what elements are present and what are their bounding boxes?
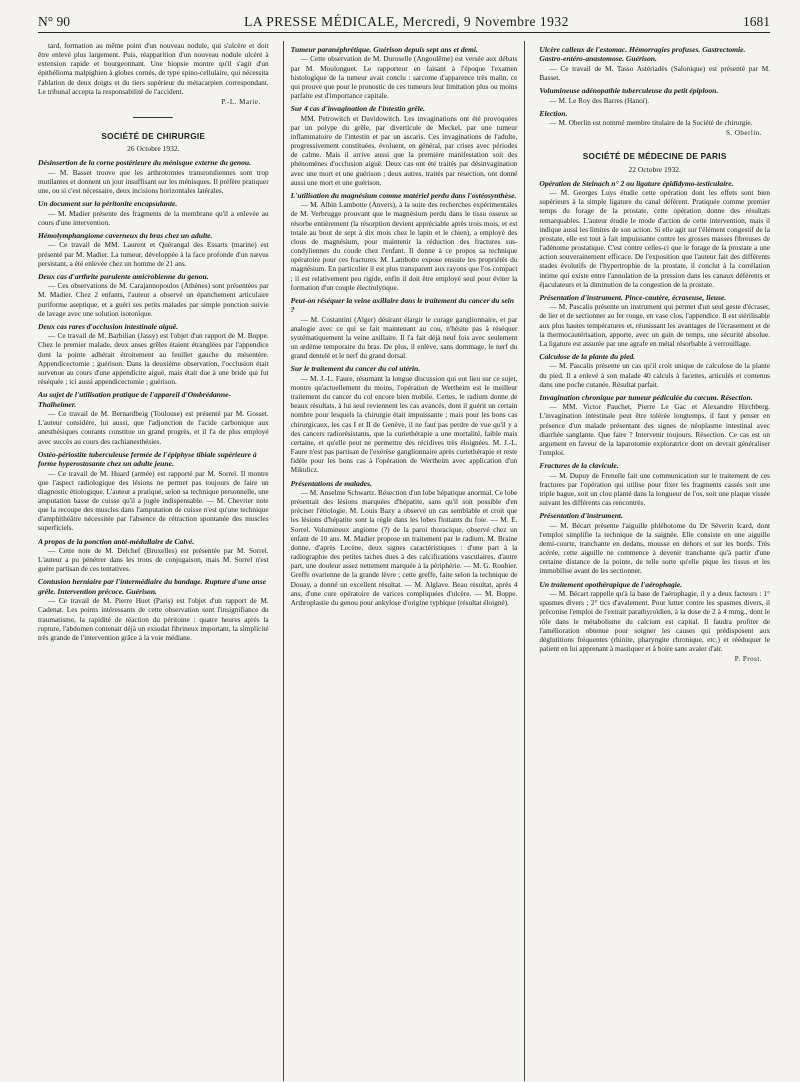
column-right bbox=[539, 41, 770, 1081]
article-body: — M. Oberlin est nommé membre titulaire de la Société de chirurgie. bbox=[549, 118, 753, 128]
article-heading: Présentation d'instrument. Pince-cautère, écraseuse, lieuse. bbox=[539, 292, 727, 302]
article-heading: Contusion herniaire par l'intermédiaire du bandage. Rupture d'une anse grêle. Intervention précoce. Guérison. bbox=[38, 577, 267, 596]
author-signature: P.-L. Marie. bbox=[221, 97, 261, 106]
column-middle bbox=[283, 41, 526, 1081]
article-heading: Deux cas d'arthrite purulente amicrobienne du genou. bbox=[38, 271, 209, 281]
article-body: — Ces observations de M. Carajannopoulos (Athènes) sont présentées par M. Madier. Chez 2 enfants, l'auteur a observé un épanchement articulaire puriforme aseptique, et a guéri ses petits malades par simple ponction suivie de lavage avec une solution isotonique. bbox=[38, 281, 269, 318]
section-title: SOCIÉTÉ DE MÉDECINE DE PARIS bbox=[582, 152, 727, 162]
article-body: — M. Basset trouve que les arthrotomies transrotuliennes sont trop mutilantes et donnent un jour insuffisant sur les ménisques. Il préfère pratiquer une, ou si c'est nécessaire, deux incisions horizontales latérales. bbox=[38, 167, 269, 196]
article-body: — M. Albin Lambotte (Anvers), à la suite des recherches expérimentales de M. Verbrugge prouvant que le magnésium perdu dans le tissu osseux se résorbe entièrement (la résorption devient appréciable après trois mois, et est totale au bout de sept à dix mois chez le lapin et le chien), a employé des clous de magnésium, pour maintenir la réduction des fractures sus-condyliennes du coude chez l'enfant. Il donne à ce propos sa technique opératoire pour ces fractures. M. Lambotte expose ensuite les propriétés du magnésium. En particulier il est plus transparent aux rayons que l'os compact ; il est relativement peu rigide, enfin il doit être employé seul pour éviter la formation d'un couple électrolytique. bbox=[290, 200, 518, 292]
article-body: — M. Pascalis présente un cas qu'il croit unique de calculose de la plante du pied. Il a enlevé à son malade 40 calculs à facettes, articulés et contenus dans une poche cutanée. Résultat parfait. bbox=[539, 361, 771, 389]
article-heading: Tumeur paranéphrétique. Guérison depuis sept ans et demi. bbox=[290, 45, 478, 54]
article-body: — M. Le Roy des Barres (Hanoï). bbox=[549, 95, 650, 105]
session-date: 26 Octobre 1932. bbox=[127, 144, 180, 154]
running-header bbox=[38, 14, 770, 33]
article-heading: Deux cas rares d'occlusion intestinale aiguë. bbox=[38, 321, 179, 331]
column-left bbox=[38, 41, 269, 1081]
journal-title: LA PRESSE MÉDICALE, bbox=[244, 14, 399, 29]
page-number: N° 90 bbox=[38, 14, 71, 29]
article-body: — M. Costantini (Alger) désirant élargir le curage ganglionnaire, et par analogie avec ce qui se fait maintenant au cou, n'hésite pas à réséquer systématiquement la veine axillaire. Il l'a fait déjà neuf fois avec seulement un œdème temporaire du bras. De plus, il enlève, sans dommage, le nerf du grand dentelé et le nerf du grand dorsal. bbox=[290, 314, 518, 361]
divider bbox=[133, 117, 173, 118]
article-body: — M. J.-L. Faure, résumant la longue discussion qui eut lieu sur ce sujet, montre qu'actuellement du moins, l'opération de Wertheim est le meilleur traitement du cancer du col encore bien mobile. Certes, le radium donne de beaux résultats, à lui seul reviennent les cas avancés, dont il guérit un certain nombre pour lesquels la chirurgie était impuissante ; mais pour les bons cas chirurgicaux, les cas I et II de Genève, il ne faut pas perdre de vue qu'il y a des cancers radiorésistants, que la curiethérapie a une mortalité, faible mais certaine, et qu'elle peut ne permettre des récidives très éloignées. M. J.-L. Faure n'est pas partisan de l'exérèse ganglionnaire après curiethérapie et reste fidèle pour les bons cas à l'opération de Wertheim avec application d'un Mikulicz. bbox=[290, 373, 518, 475]
issue-date: Mercredi, 9 Novembre 1932 bbox=[402, 14, 569, 29]
article-heading: Invagination chronique par tumeur pédiculée du cæcum. Résection. bbox=[539, 392, 753, 402]
article-body: — Ce travail de M. Bernardbeig (Toulouse) est présenté par M. Gosset. L'auteur considère, lui aussi, que l'adjonction de l'acide carbonique aux anesthésiques courants constitue un grand progrès, et il l'a de plus employé avec succès au cours des rachianesthésies. bbox=[38, 409, 269, 446]
article-body: — M. Georges Luys étudie cette opération dont les effets sont bien supérieurs à la simple ligature du canal déférent. Pratiquée comme premier temps du forage de la prostate, cette opération donne des résultats remarquables. L'auteur étudie le mode d'action de cette intervention, mais il indique aussi les limites de son action. Si elle agit sur l'élément congestif de la prostate, elle est tout à fait impuissante contre les grosses masses fibreuses de l'adénome prostatique. C'est contre celles-ci que le forage de la prostate a une action souverainement efficace. De l'exposition que l'auteur fait des différents stades évolutifs de l'hypertrophie de la prostate, il conclut à la corrélation intime qui existe entre l'annulation de la pression dans les canaux déférents et éjaculateurs et la diminution de la congestion de la prostate. bbox=[539, 188, 771, 289]
article-body: — Cette note de M. Delchef (Bruxelles) est présentée par M. Sorrel. L'auteur a pu pénétrer dans les trous de conjugaison, mais M. Sorrel n'est guère partisan de ces tentatives. bbox=[38, 546, 269, 574]
article-heading: Calculose de la plante du pied. bbox=[539, 352, 636, 362]
article-heading: Peut-on réséquer la veine axillaire dans le traitement du cancer du sein ? bbox=[290, 295, 515, 315]
article-heading: Désinsertion de la corne postérieure du ménisque externe du genou. bbox=[38, 158, 252, 168]
article-body: — M. Bécart rappelle qu'à la base de l'aérophagie, il y a deux facteurs : 1° spasmes divers ; 2° tics d'avalement. Pour lutter contre les spasmes divers, il préconise l'emploi de l'extrait parathyroïdien, à la dose de 2 à 4 mmg., dont le rôle dans le métabolisme du calcium est capital. Il faudra profiter de l'amélioration obtenue pour soigner les causes qui prédisposent aux déglutitions fréquentes (rhinite, pharyngite chronique, etc.) et rééduquer le patient en lui apprenant à mastiquer et à boire sans avaler d'air. bbox=[539, 589, 771, 653]
article-body: — Ce travail de M. Huard (armée) est rapporté par M. Sorrel. Il montre que l'aspect radiologique des lésions ne permet pas toujours de faire un diagnostic étiologique. L'auteur a pratiqué, selon sa technique personnelle, une amputation basse de cuisse qu'il a jugée indispensable. — M. Chevrier note que la recoupe des muscles dans l'amputation de cuisse n'est qu'une technique d'amphithéâtre nécessitée par l'absence de rétraction spontanée des muscles superficiels. bbox=[38, 468, 269, 533]
article-body: MM. Petrowitch et Davidowitch. Les invaginations ont été provoquées par un polype du grêle, par diverticule de Meckel, par une tumeur inflammatoire de l'intestin et par un ascaris. Ces invaginations de l'adulte, progressivement constituées, évoluent, en général, par crises avec périodes de calme. Mais il arrive aussi que la première manifestation soit des phénomènes d'occlusion aiguë. Deux cas ont été traités par désinvagination avec une mort et une guérison ; deux autres, traités par résection, ont donné aussi une mort et une guérison. bbox=[290, 113, 518, 187]
section-title: SOCIÉTÉ DE CHIRURGIE bbox=[101, 132, 206, 142]
article-heading: Ostéo-périostite tuberculeuse fermée de l'épiphyse tibiale supérieure à forme hyperostosante chez un adulte jeune. bbox=[38, 449, 257, 469]
article-heading: Sur le traitement du cancer du col utérin. bbox=[290, 364, 421, 374]
session-date: 22 Octobre 1932. bbox=[628, 164, 681, 174]
article-body: — M. Pascalis présente un instrument qui permet d'un seul geste d'écraser, de lier et de sectionner au fer rouge, en vase clos, l'appendice. Il est stérilisable aux plus hautes températures et, réunissant les avantages de l'écrasement et de la thermocautérisation, apporte, avec un gain de temps, une sécurité absolue. La ligature est assurée par une agrafe en métal résorbable à verrouillage. bbox=[539, 302, 771, 348]
article-heading: Opération de Steinach n° 2 ou ligature épididymo-testiculaire. bbox=[539, 178, 734, 188]
text-columns bbox=[38, 41, 770, 1081]
article-continuation: tard, formation au même point d'un nouveau nodule, qui s'ulcère et doit être enlevé plus largement. Puis, réapparition d'un nouveau nodule ulcéré à extension rapide et bourgeonnant. Une biopsie montre qu'il s'agit d'un épithélioma malpighien à globes cornés, de type spino-cellulaire, qui nécessita l'ablation de deux doigts et du tiers supérieur du métacarpien correspondant. Le tribunal accepta la responsabilité de l'accident. bbox=[38, 41, 269, 96]
article-body: — Ce travail de M. Tasso Astériadès (Salonique) est présenté par M. Basset. bbox=[539, 63, 771, 82]
article-body: — Ce travail de MM. Laurent et Quérangal des Essarts (marine) est présenté par M. Madier. La tumeur, développée à la face profonde d'un nævus persistant, a été enlevée chez un homme de 21 ans. bbox=[38, 240, 269, 268]
article-heading: Un document sur la péritonite encapsulante. bbox=[38, 199, 178, 209]
article-body: — M. Bécart présente l'aiguille phlébotome du Dr Séverin Icard, dont l'emploi simplifie la technique de la saignée. Elle consiste en une aiguille demi-courte, tranchante en dedans, mousse en dehors et sur les bords. Très acérée, cette aiguille ne commence à devenir tranchante qu'à partir d'une certaine distance de la pointe, de telle sorte qu'elle pique les tissus et les immobilise avant de les sectionner. bbox=[539, 520, 771, 576]
article-heading: Fractures de la clavicule. bbox=[539, 461, 619, 471]
article-body: — M. Dupuy de Frenelle fait une communication sur le traitement de ces fractures par l'opération qui utilise pour fixer les fragments cassés soit une triple bague, soit un clou planté dans la longueur de l'os, soit une plaque vissée suivant les différents cas rencontrés. bbox=[539, 470, 771, 508]
article-heading: Sur 4 cas d'invagination de l'intestin grêle. bbox=[290, 104, 426, 114]
article-heading: Au sujet de l'utilisation pratique de l'appareil d'Ombrédanne-Thalheimer. bbox=[38, 390, 232, 409]
article-body: — Ce travail de M. Pierre Huet (Paris) est l'objet d'un rapport de M. Cadenat. Les points intéressants de cette observation sont l'insignifiance du traumatisme, la rapidité de réaction du péritoine : quatre heures après la rupture, l'abdomen contenait déjà un exsudat fibrineux important, la simplicité très grande de l'intervention grâce à la voie médiane. bbox=[38, 596, 269, 642]
article-body: — Cette observation de M. Duroselle (Angoulême) est versée aux débats par M. Moulonguet. Le rapporteur en faisant à l'époque l'examen histologique de la tumeur avait conclu : sarcome d'apparence très malin, ce qui prouve que pour le pronostic de ces tumeurs leur limitation plus ou moins parfaite est d'importance capitale. bbox=[290, 54, 518, 101]
article-heading: Présentation d'instrument. bbox=[539, 511, 623, 521]
article-heading: Ulcère calleux de l'estomac. Hémorragies profuses. Gastrectomie. Gastro-entéro-anastomose. Guérison. bbox=[539, 45, 746, 64]
article-heading: A propos de la ponction anté-médullaire de Calvé. bbox=[38, 536, 195, 546]
article-heading: L'utilisation du magnésium comme matériel perdu dans l'ostéosynthèse. bbox=[290, 190, 517, 200]
article-body: — M. Madier présente des fragments de la membrane qu'il a enlevée au cours d'une intervention. bbox=[38, 208, 269, 227]
article-body: — MM. Victor Pauchet, Pierre Le Gac et Alexandre Hirchberg. L'invagination intestinale peut être tolérée longtemps, il faut y penser en présence d'un malade présentant des signes de néoplasme intestinal avec diarrhée sanglante. Que faire ? Intervenir toujours. Résection. Ce cas est un argument en faveur de la laparotomie exploratrice dont on devrait généraliser l'emploi. bbox=[539, 402, 771, 458]
article-body: — Ce travail de M. Barbilian (Jassy) est l'objet d'un rapport de M. Boppe. Chez le premier malade, deux anses grêles étaient étranglées par l'appendice dont la pointe adhérait étroitement au feuillet gauche du mésentère. Appendicectomie ; guérison. Dans la deuxième observation, l'occlusion était survenue au cours d'une appendicite aiguë, mais était due à une bride qui fut réséquée ; ici aussi appendicectomie ; guérison. bbox=[38, 331, 269, 387]
article-heading: Hémolymphangiome caverneux du bras chez un adulte. bbox=[38, 231, 213, 240]
journal-title-line bbox=[244, 14, 569, 30]
article-heading: Volumineuse adénopathie tuberculeuse du petit épiploon. bbox=[539, 86, 719, 96]
folio-number: 1681 bbox=[743, 14, 770, 29]
article-heading: Un traitement opothérapique de l'aérophagie. bbox=[539, 579, 683, 589]
author-signature: S. Oberlin. bbox=[725, 129, 763, 138]
article-heading: Election. bbox=[539, 108, 568, 118]
author-signature: P. Prost. bbox=[734, 655, 763, 664]
article-heading: Présentations de malades. bbox=[290, 478, 372, 488]
article-body: — M. Anselme Schwartz. Résection d'un lobe hépatique anormal. Ce lobe présentait des lésions marquées d'hépatite, sans qu'il soit possible d'en préciser l'étiologie. M. Louis Bazy a observé un cas semblable et croit que les lésions d'hépatite sont la règle dans les lobes flottants du foie. — M. E. Sorrel. Volumineux angiome (?) de la paroi thoracique, observé chez un enfant de 10 ans. M. Madier propose un traitement par le radium. M. Braine donne, d'après Lecène, deux signes caractéristiques : d'une part à la radiographie des petites taches dues à des calcifications vasculaires, d'autre part, une douleur assez nettement marquée à la périphérie. — M. G. Roubier. Greffe ovarienne de la grande lèvre ; cette greffe, faite selon la technique de Douay, a donné un excellent résultat. — M. Alglave. Beau résultat, après 4 ans, d'une cure opératoire de varices compliquées d'ulcère. — M. Boppe. Arthroplastie du genou pour ankylose d'origine typhique (résultat éloigné). bbox=[290, 487, 518, 607]
